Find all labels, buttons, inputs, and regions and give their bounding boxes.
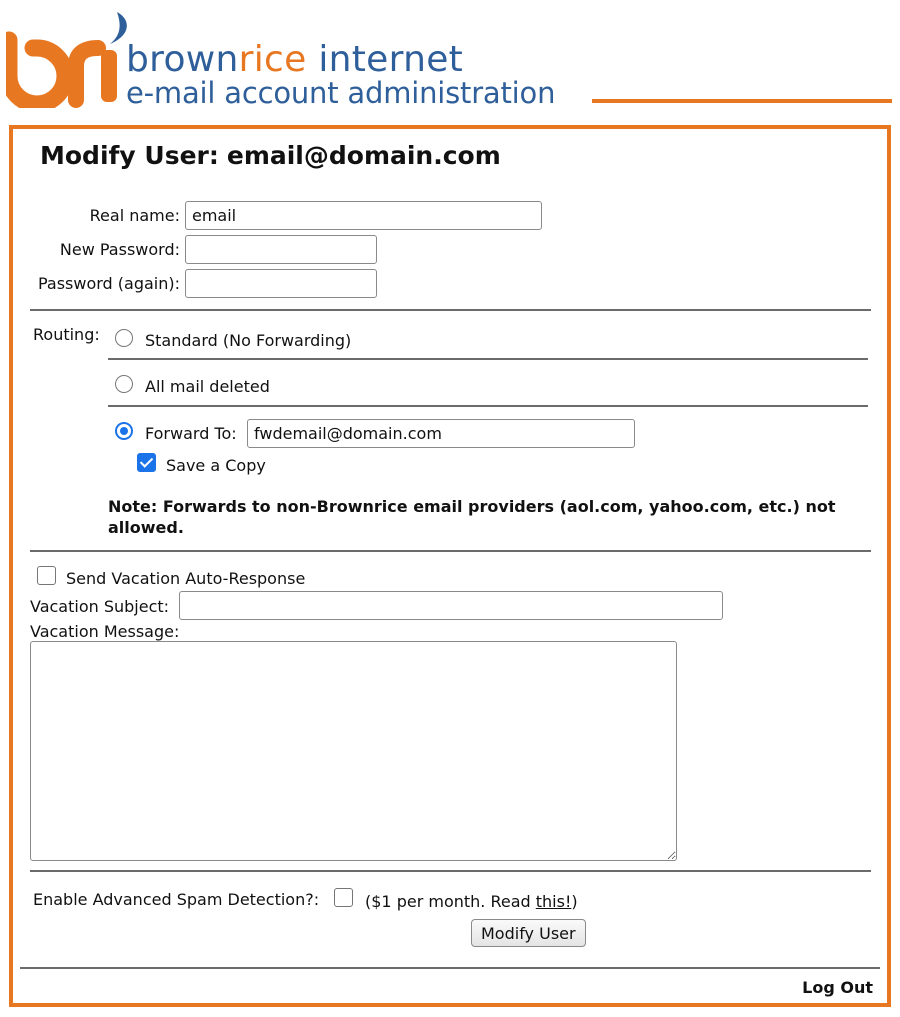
real-name-input[interactable]	[185, 201, 542, 230]
page-title	[40, 141, 509, 170]
password-again-label: Password (again):	[37, 274, 180, 293]
spam-detection-checkbox[interactable]	[334, 888, 353, 907]
modify-user-button[interactable]: Modify User	[471, 919, 586, 947]
spam-price-note	[365, 892, 578, 911]
routing-divider	[108, 405, 868, 407]
vacation-subject-input[interactable]	[179, 591, 723, 620]
logout-link[interactable]: Log Out	[802, 978, 873, 997]
brand-name-part3: internet	[306, 39, 464, 80]
page-title-prefix: Modify User:	[40, 141, 219, 170]
save-copy-label[interactable]: Save a Copy	[166, 456, 266, 475]
page-title-email: email@domain.com	[226, 141, 501, 170]
routing-delete-radio[interactable]	[115, 375, 133, 393]
spam-detection-label: Enable Advanced Spam Detection?:	[33, 890, 320, 909]
routing-delete-label[interactable]: All mail deleted	[145, 377, 270, 396]
password-again-input[interactable]	[185, 269, 377, 298]
vacation-message-textarea[interactable]	[30, 641, 677, 861]
footer-divider	[20, 967, 880, 969]
brand-name-part2: rice	[238, 39, 307, 80]
routing-forward-radio[interactable]	[115, 422, 133, 440]
new-password-label: New Password:	[59, 240, 180, 259]
brand-name-part1: brown	[126, 39, 239, 80]
real-name-label: Real name:	[89, 206, 180, 225]
modify-user-panel	[9, 125, 891, 1007]
routing-divider	[108, 358, 868, 360]
vacation-checkbox[interactable]	[37, 566, 56, 585]
section-divider	[30, 309, 871, 311]
spam-price-prefix: ($1 per month. Read	[365, 892, 536, 911]
vacation-checkbox-label[interactable]: Send Vacation Auto-Response	[66, 569, 306, 588]
routing-standard-radio[interactable]	[115, 329, 133, 347]
section-divider	[30, 550, 871, 552]
vacation-message-label: Vacation Message:	[30, 622, 180, 641]
section-divider	[30, 870, 871, 872]
forwarding-note: Note: Forwards to non-Brownrice email providers (aol.com, yahoo.com, etc.) not allowed.	[108, 497, 836, 537]
new-password-input[interactable]	[185, 235, 377, 264]
brand-name	[126, 40, 463, 80]
routing-forward-label[interactable]: Forward To:	[145, 424, 237, 443]
header-divider	[592, 99, 892, 103]
routing-label: Routing:	[33, 325, 100, 344]
spam-price-suffix: )	[571, 892, 578, 911]
vacation-subject-label: Vacation Subject:	[30, 597, 170, 616]
routing-standard-label[interactable]: Standard (No Forwarding)	[145, 331, 352, 350]
brand-subtitle: e-mail account administration	[126, 76, 556, 110]
brownrice-logo-icon	[6, 6, 128, 108]
forward-to-input[interactable]	[247, 419, 635, 448]
save-copy-checkbox[interactable]	[137, 453, 156, 472]
spam-info-link[interactable]: this!	[535, 892, 572, 911]
page-header	[0, 0, 900, 118]
